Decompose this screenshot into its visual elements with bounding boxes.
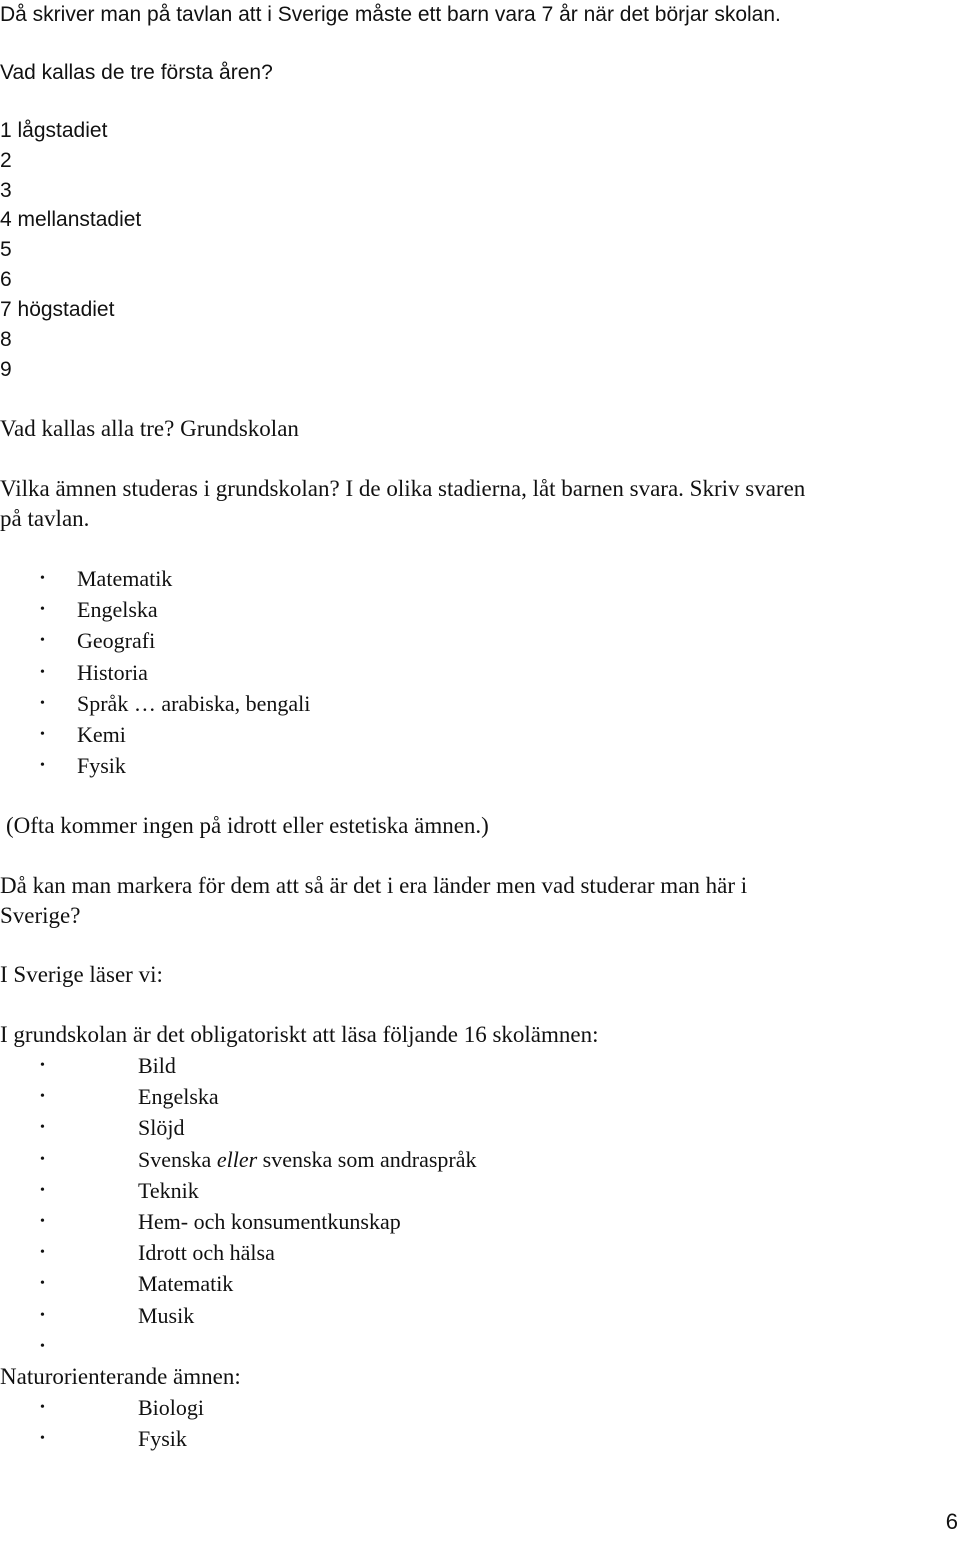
bullet-icon: •	[40, 1245, 45, 1261]
bullet-icon: •	[40, 1276, 45, 1292]
list-item: • Geografi	[0, 625, 900, 656]
bullet-icon: •	[40, 1182, 45, 1198]
list-item: • Fysik	[0, 750, 900, 781]
list-item: • Engelska	[0, 594, 900, 625]
list-item: • Hem- och konsumentkunskap	[0, 1206, 900, 1237]
bullet-icon: •	[40, 1213, 45, 1229]
grade-item: 8	[0, 328, 12, 351]
bullet-icon: •	[40, 1431, 45, 1447]
grade-item: 5	[0, 238, 12, 261]
bullet-icon: •	[40, 1089, 45, 1105]
bullet-icon: •	[40, 1307, 45, 1323]
grade-item: 9	[0, 358, 12, 381]
list-item: • Teknik	[0, 1175, 900, 1206]
list-item: • Svenska eller svenska som andraspråk	[0, 1144, 900, 1175]
question-subjects-line2: på tavlan.	[0, 506, 90, 531]
mark-paragraph-line2: Sverige?	[0, 903, 81, 928]
list-item: • Idrott och hälsa	[0, 1237, 900, 1268]
bullet-icon: •	[40, 1151, 45, 1167]
note-paragraph: (Ofta kommer ingen på idrott eller estetiska ämnen.)	[6, 813, 489, 838]
list-item: • Biologi	[0, 1392, 900, 1423]
grade-item: 7 högstadiet	[0, 298, 115, 321]
bullet-icon: •	[40, 664, 45, 680]
list-item: • Fysik	[0, 1423, 900, 1454]
bullet-icon: •	[40, 1120, 45, 1136]
list-item	[0, 1331, 900, 1362]
bullet-icon: •	[40, 571, 45, 586]
bullet-icon: •	[40, 633, 45, 649]
list-item: • Bild	[0, 1050, 900, 1081]
list-item: • Engelska	[0, 1081, 900, 1112]
science-heading: Naturorienterande ämnen:	[0, 1364, 241, 1389]
bullet-icon: •	[40, 602, 45, 618]
sweden-heading: I Sverige läser vi:	[0, 962, 163, 987]
list-item: • Musik	[0, 1300, 900, 1331]
grade-item: 6	[0, 268, 12, 291]
mark-paragraph-line1: Då kan man markera för dem att så är det i era länder men vad studerar man här i	[0, 873, 748, 898]
bullet-icon: •	[40, 695, 45, 711]
grade-item: 2	[0, 149, 12, 172]
page-number: 6	[945, 1509, 958, 1534]
question-first-years: Vad kallas de tre första åren?	[0, 61, 273, 84]
grade-item: 1 lågstadiet	[0, 119, 108, 142]
mandatory-intro: I grundskolan är det obligatoriskt att läsa följande 16 skolämnen:	[0, 1022, 599, 1047]
list-item: • Historia	[0, 657, 900, 688]
question-subjects-line1: Vilka ämnen studeras i grundskolan? I de olika stadierna, låt barnen svara. Skriv svaren	[0, 476, 806, 501]
intro-paragraph: Då skriver man på tavlan att i Sverige måste ett barn vara 7 år när det börjar skolan.	[0, 3, 781, 26]
list-item: • Matematik	[0, 1268, 900, 1299]
bullet-icon: •	[40, 1058, 45, 1073]
bullet-icon: •	[40, 1400, 45, 1415]
question-all-three: Vad kallas alla tre? Grundskolan	[0, 416, 299, 441]
grade-item: 3	[0, 179, 12, 202]
mandatory-subject-list	[0, 1050, 900, 1362]
list-item: • Språk … arabiska, bengali	[0, 688, 900, 719]
bullet-icon: •	[40, 726, 45, 742]
bullet-icon: •	[40, 1338, 45, 1354]
grade-item: 4 mellanstadiet	[0, 208, 142, 231]
science-subject-list	[0, 1392, 900, 1454]
list-item: • Kemi	[0, 719, 900, 750]
bullet-icon: •	[40, 758, 45, 774]
list-item: • Matematik	[0, 563, 900, 594]
list-item: • Slöjd	[0, 1112, 900, 1143]
children-subject-list	[0, 563, 900, 781]
